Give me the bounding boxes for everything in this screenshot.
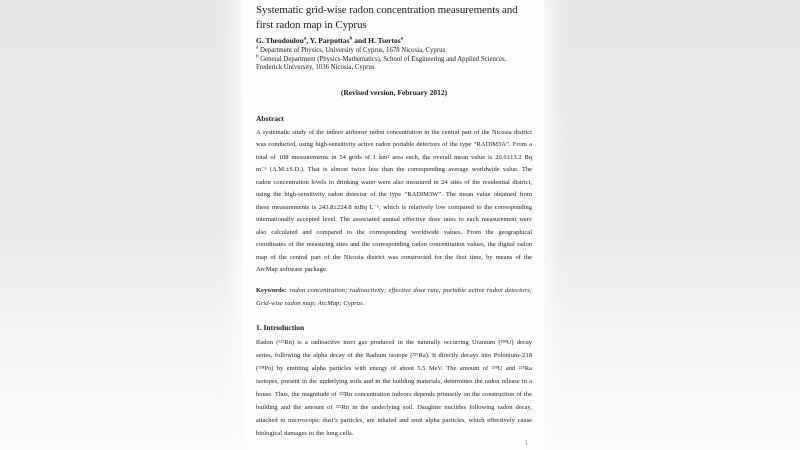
page-title: Systematic grid-wise radon concentration measurements and first radon map in Cyprus <box>256 4 518 31</box>
keywords-line <box>256 284 532 310</box>
author-separator: and <box>352 36 369 45</box>
author-name: G. Theodoulou <box>256 36 304 45</box>
abstract-heading: Abstract <box>256 113 284 123</box>
section-heading-introduction: 1. Introduction <box>256 322 305 332</box>
affiliation-text: General Department (Physics-Mathematics), School of Engineering and Applied Sciences, Frederick University, 1036 Nicosia, Cyprus <box>256 55 507 72</box>
paper-page <box>242 0 544 450</box>
revision-note: (Revised version, February 2012) <box>340 87 448 97</box>
affiliation-mark: a <box>256 45 259 51</box>
authors-line <box>256 36 532 45</box>
author-affiliation-mark: a <box>400 36 404 42</box>
author-name: Y. Parpottas <box>309 36 350 45</box>
author-separator: , <box>306 36 310 45</box>
keywords-label: Keywords: <box>256 286 287 294</box>
author-affiliation-mark: b <box>349 36 353 42</box>
page-number: 1 <box>524 439 528 447</box>
author-name: H. Tsertos <box>368 36 401 45</box>
keywords-text: radon concentration; radioactivity; effective dose rate; portable active radon detectors; Grid-wise radon map; ArcMap; Cyprus. <box>256 286 532 307</box>
affiliation-a <box>256 47 532 56</box>
author-affiliation-mark: a <box>303 36 307 42</box>
introduction-text: Radon (²²²Rn) is a radioactive inert gas produced in the naturally occurring Uranium (²³⁸U) decay series, following the alpha decay of the Radium isotope (²²⁶Ra). It directly decays into Polonium–218 (²¹⁸Po) by emitting alpha particles with energy of about 5.5 MeV. The amount of ²³⁸U and ²²⁶Ra isotopes, present in the underlying soils and in the building materials, determines the radon release in a house. Thus, the magnitude of ²²²Rn concentration indoors depends primarily on the construction of the building and the amount of ²²²Rn in the underlying soil. Daughter nuclides following radon decay, attached to microscopic dust’s particles, are inhaled and emit alpha particles, which effectively cause biological damages to the lung cells. <box>256 338 532 437</box>
affiliation-mark: b <box>256 54 259 60</box>
affiliation-b <box>256 56 532 73</box>
abstract-text: A systematic study of the indoor airborne radon concentration in the central part of the Nicosia district was conducted, using high-sensitivity active radon portable detectors of the type “RADIM3A”. From a total of 108 measurements in 54 grids of 1 km² area each, the overall mean value is 20.6±13.2 Bq m⁻³ (A.M.±S.D.). That is almost twice less than the corresponding average worldwide value. The radon concentration levels in drinking water were also measured in 24 sites of the residential district, using the high-sensitivity radon detector of the type “RADIM3W”. The mean value obtained from these measurements is 243.8±224.8 mBq L⁻¹, which is relatively low compared to the corresponding internationally accepted level. The associated annual effective dose rates to each measurement were also calculated and compared to the corresponding worldwide values. From the geographical coordinates of the measuring sites and the corresponding radon concentration values, the digital radon map of the central part of the Nicosia district was constructed for the first time, by means of the ArcMap software package. <box>256 128 532 274</box>
affiliation-text: Department of Physics, University of Cyprus, 1678 Nicosia, Cyprus <box>259 47 446 54</box>
